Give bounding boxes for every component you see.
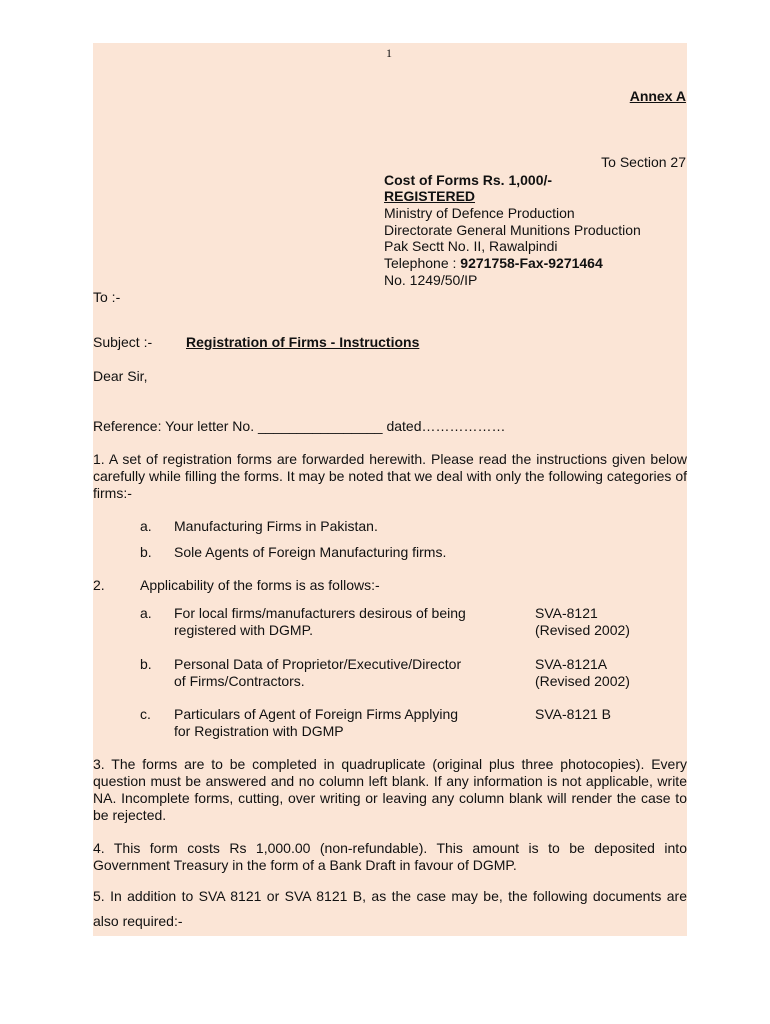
- reference-number: No. 1249/50/IP: [384, 272, 478, 288]
- form-code: SVA-8121 B: [535, 706, 612, 722]
- form-description: For local firms/manufacturers desirous of being: [174, 605, 466, 621]
- paragraph-1: 1. A set of registration forms are forwarded herewith. Please read the instructions given below carefully while filling the forms. It may be noted that we deal with only the following categories of firms:-: [93, 451, 687, 501]
- form-description: for Registration with DGMP: [174, 723, 344, 739]
- form-code: SVA-8121: [535, 605, 598, 621]
- form-revision: (Revised 2002): [535, 622, 630, 638]
- category-text: Sole Agents of Foreign Manufacturing firms.: [174, 544, 447, 560]
- category-letter: a.: [140, 518, 152, 534]
- form-description: registered with DGMP.: [174, 622, 314, 638]
- cost-of-forms: Cost of Forms Rs. 1,000/-: [384, 172, 553, 188]
- subject-label: Subject :-: [93, 334, 153, 350]
- paragraph-3: 3. The forms are to be completed in quadruplicate (original plus three photocopies). Every question must be answered and no column left blank. If any information is not applicable, write NA. Incomplete forms, cutting, over writing or leaving any column blank will render the case to be rejected.: [93, 756, 687, 823]
- form-revision: (Revised 2002): [535, 673, 630, 689]
- form-description: of Firms/Contractors.: [174, 673, 305, 689]
- paragraph-5: 5. In addition to SVA 8121 or SVA 8121 B, as the case may be, the following documents are also required:-: [93, 888, 687, 929]
- telephone-label: Telephone :: [384, 255, 461, 271]
- registered-label: REGISTERED: [384, 188, 476, 204]
- telephone-value: 9271758-Fax-9271464: [460, 255, 603, 271]
- form-description: Personal Data of Proprietor/Executive/Director: [174, 656, 462, 672]
- address-line: Ministry of Defence Production: [384, 205, 575, 221]
- subject-text: Registration of Firms - Instructions: [186, 334, 420, 350]
- category-text: Manufacturing Firms in Pakistan.: [174, 518, 378, 534]
- address-line: Pak Sectt No. II, Rawalpindi: [384, 238, 558, 254]
- to-label: To :-: [93, 289, 121, 305]
- form-letter: b.: [140, 656, 152, 672]
- telephone-line: [384, 255, 603, 272]
- category-letter: b.: [140, 544, 152, 560]
- page-number: 1: [386, 46, 392, 60]
- paragraph-4: 4. This form costs Rs 1,000.00 (non-refundable). This amount is to be deposited into Government Treasury in the form of a Bank Draft in favour of DGMP.: [93, 840, 687, 873]
- salutation: Dear Sir,: [93, 368, 148, 384]
- reference-line: Reference: Your letter No. ________________ dated………………: [93, 418, 506, 434]
- paragraph-2-text: Applicability of the forms is as follows:-: [140, 577, 380, 593]
- form-code: SVA-8121A: [535, 656, 608, 672]
- address-line: Directorate General Munitions Production: [384, 222, 641, 238]
- form-letter: a.: [140, 605, 152, 621]
- form-description: Particulars of Agent of Foreign Firms Applying: [174, 706, 459, 722]
- to-section: To Section 27: [601, 154, 686, 170]
- paragraph-2-number: 2.: [93, 577, 105, 593]
- annex-label: Annex A: [629, 88, 686, 104]
- form-letter: c.: [140, 706, 151, 722]
